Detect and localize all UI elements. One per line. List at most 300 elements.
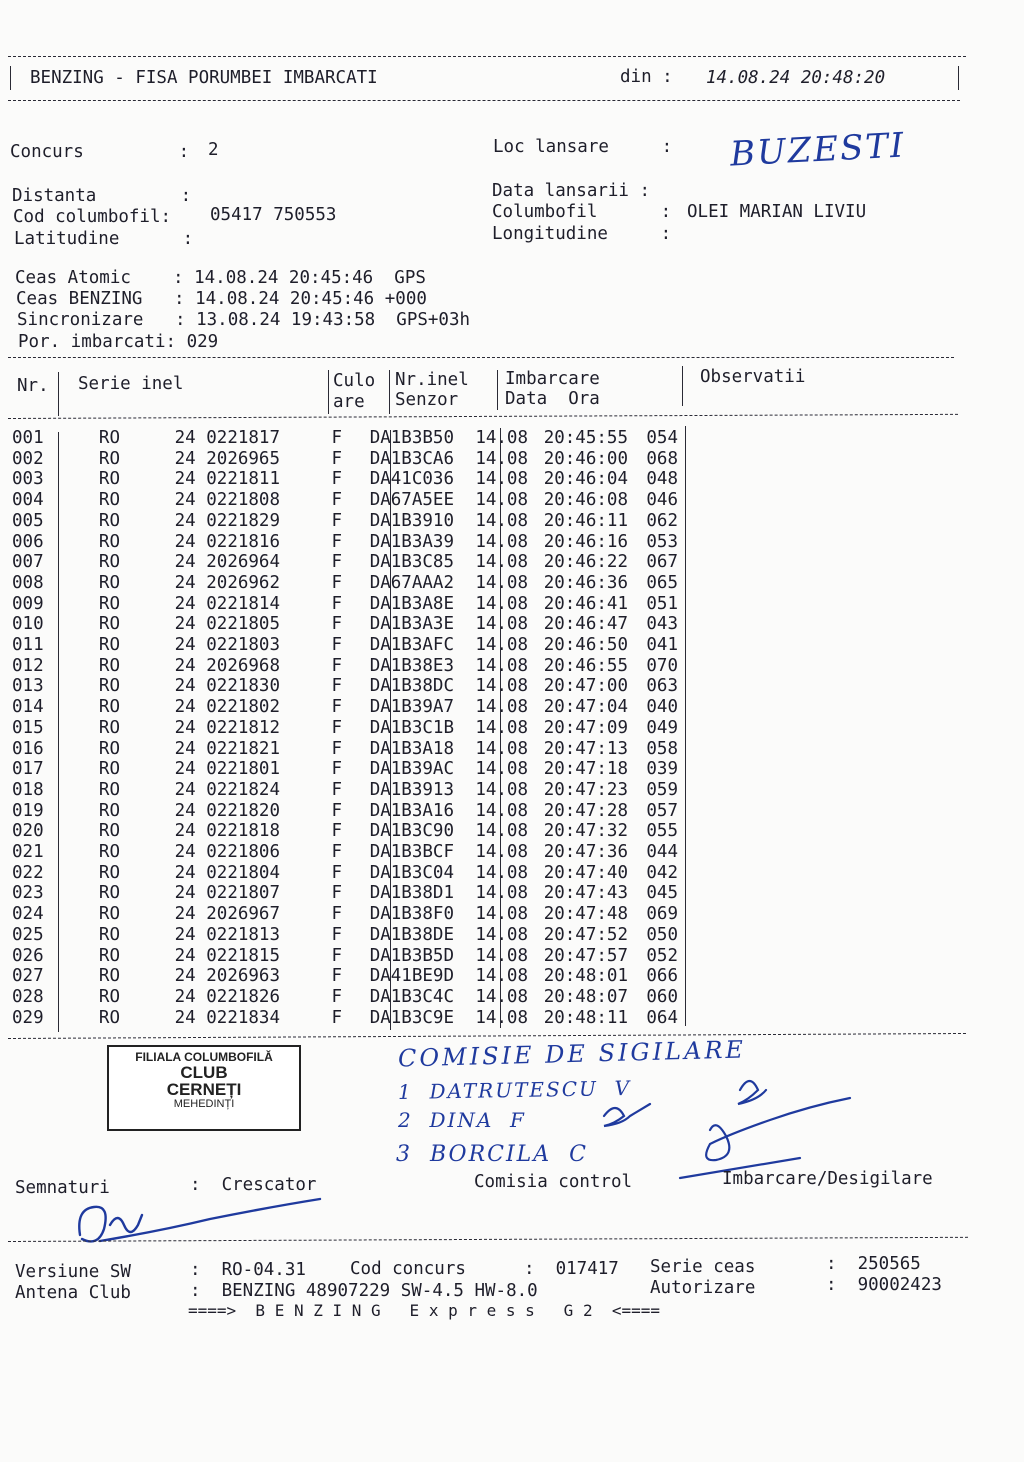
latitudine-label: Latitudine : <box>14 229 194 249</box>
row-observation: 043 <box>646 614 678 635</box>
row-date: 14.08 <box>475 572 528 593</box>
row-country: RO <box>98 717 120 738</box>
row-sensor: DA1B3A39 <box>369 531 454 552</box>
row-nr: 022 <box>12 862 44 883</box>
row-date: 14.08 <box>475 428 528 448</box>
row-time: 20:46:47 <box>543 614 628 635</box>
handwritten-member-3: 3 BORCILA C <box>396 1142 588 1167</box>
row-observation: 067 <box>646 552 678 573</box>
club-stamp <box>107 1045 301 1131</box>
row-nr: 025 <box>12 924 44 945</box>
row-observation: 054 <box>646 428 678 448</box>
col-header-nr: Nr. <box>17 376 49 396</box>
semnaturi-label: Semnaturi <box>15 1178 110 1198</box>
table-row <box>12 594 678 615</box>
table-row <box>12 883 678 904</box>
row-date: 14.08 <box>475 924 528 945</box>
header-right-bar <box>958 66 959 90</box>
row-nr: 005 <box>12 510 44 531</box>
row-date: 14.08 <box>475 986 528 1007</box>
row-time: 20:47:32 <box>543 821 628 842</box>
row-nr: 010 <box>12 614 44 635</box>
table-row <box>12 987 678 1008</box>
row-date: 14.08 <box>475 779 528 800</box>
row-ring-serial: 24 0221815 <box>174 945 280 966</box>
row-date: 14.08 <box>475 1007 528 1028</box>
row-sex: F <box>331 966 342 987</box>
row-observation: 057 <box>646 800 678 821</box>
col-divider-3 <box>389 370 390 414</box>
row-ring-serial: 24 0221821 <box>174 738 280 759</box>
row-nr: 009 <box>12 593 44 614</box>
row-sensor: DA1B39AC <box>369 759 454 780</box>
col-header-culoare-2: are <box>333 392 365 412</box>
row-time: 20:47:43 <box>543 883 628 904</box>
header-left-bar <box>10 66 11 90</box>
row-country: RO <box>98 800 120 821</box>
columbofil-label: Columbofil : <box>492 202 672 222</box>
row-date: 14.08 <box>475 635 528 656</box>
ceas-benzing-line: Ceas BENZING : 14.08.24 20:45:46 +000 <box>16 289 427 309</box>
row-time: 20:46:41 <box>543 593 628 614</box>
row-nr: 026 <box>12 945 44 966</box>
benzing-express-line: ====> B E N Z I N G E x p r e s s G 2 <==== <box>188 1301 661 1320</box>
row-country: RO <box>98 490 120 511</box>
row-time: 20:47:52 <box>543 924 628 945</box>
row-nr: 029 <box>12 1007 44 1028</box>
row-country: RO <box>98 986 120 1007</box>
row-sex: F <box>331 635 342 656</box>
row-nr: 021 <box>12 842 44 863</box>
row-sensor: DA1B3CA6 <box>369 448 454 469</box>
row-country: RO <box>98 945 120 966</box>
col-header-nrinel-2: Senzor <box>395 390 459 410</box>
row-observation: 055 <box>646 821 678 842</box>
row-nr: 004 <box>12 490 44 511</box>
stamp-line-2: CLUB <box>180 1062 228 1082</box>
stamp-line-3: CERNEȚI <box>166 1080 242 1100</box>
row-sex: F <box>331 1007 342 1028</box>
serie-ceas-value: : 250565 <box>826 1254 921 1274</box>
row-time: 20:45:55 <box>543 428 628 448</box>
row-ring-serial: 24 2026968 <box>174 655 280 676</box>
row-sex: F <box>331 779 342 800</box>
row-ring-serial: 24 0221811 <box>174 469 280 490</box>
row-sensor: DA1B3C04 <box>369 862 454 883</box>
row-nr: 003 <box>12 469 44 490</box>
longitudine-label: Longitudine : <box>492 224 672 244</box>
table-header-top-rule <box>8 357 954 358</box>
ceas-atomic-line: Ceas Atomic : 14.08.24 20:45:46 GPS <box>15 268 426 288</box>
col-header-nrinel-1: Nr.inel <box>395 370 469 390</box>
row-time: 20:46:08 <box>543 490 628 511</box>
row-sensor: DA1B3AFC <box>369 635 454 656</box>
row-time: 20:47:40 <box>543 862 628 883</box>
row-observation: 066 <box>646 966 678 987</box>
row-nr: 011 <box>12 635 44 656</box>
row-country: RO <box>98 593 120 614</box>
table-bottom-rule <box>8 1033 966 1039</box>
row-observation: 065 <box>646 572 678 593</box>
serie-ceas-label: Serie ceas <box>650 1257 756 1277</box>
row-sensor: DA1B3913 <box>369 779 454 800</box>
row-date: 14.08 <box>475 842 528 863</box>
row-country: RO <box>98 904 120 925</box>
row-nr: 018 <box>12 779 44 800</box>
row-sex: F <box>331 862 342 883</box>
row-time: 20:47:00 <box>543 676 628 697</box>
row-observation: 046 <box>646 490 678 511</box>
row-sex: F <box>331 469 342 490</box>
col-header-observatii: Observatii <box>700 367 806 387</box>
handwritten-member-2: 2 DINA F <box>398 1108 526 1132</box>
row-sensor: DA1B39A7 <box>369 697 454 718</box>
row-sex: F <box>331 428 342 448</box>
row-ring-serial: 24 2026963 <box>174 966 280 987</box>
row-time: 20:46:04 <box>543 469 628 490</box>
row-sex: F <box>331 552 342 573</box>
row-country: RO <box>98 635 120 656</box>
row-country: RO <box>98 676 120 697</box>
row-date: 14.08 <box>475 676 528 697</box>
row-date: 14.08 <box>475 904 528 925</box>
table-row <box>12 532 678 553</box>
header-top-rule <box>8 56 966 57</box>
row-sensor: DA1B38DC <box>369 676 454 697</box>
row-sex: F <box>331 842 342 863</box>
table-row <box>12 842 678 863</box>
row-ring-serial: 24 2026967 <box>174 904 280 925</box>
data-lansarii-label: Data lansarii : <box>492 181 651 201</box>
col-divider-4 <box>497 370 498 410</box>
row-sensor: DA1B38F0 <box>369 904 454 925</box>
row-sex: F <box>331 531 342 552</box>
table-row <box>12 449 678 470</box>
row-sensor: DA67AAA2 <box>369 572 454 593</box>
row-time: 20:47:28 <box>543 800 628 821</box>
versiune-value: : RO-04.31 <box>190 1260 306 1280</box>
row-time: 20:46:16 <box>543 531 628 552</box>
row-date: 14.08 <box>475 490 528 511</box>
document-title: BENZING - FISA PORUMBEI IMBARCATI <box>30 68 378 88</box>
sincronizare-line: Sincronizare : 13.08.24 19:43:58 GPS+03h <box>17 310 471 330</box>
row-observation: 042 <box>646 862 678 883</box>
row-sensor: DA1B3C1B <box>369 717 454 738</box>
handwritten-comisie: COMISIE DE SIGILARE <box>397 1035 747 1073</box>
table-row <box>12 739 678 760</box>
row-ring-serial: 24 0221826 <box>174 986 280 1007</box>
antena-label: Antena Club <box>15 1283 131 1303</box>
row-nr: 019 <box>12 800 44 821</box>
row-country: RO <box>98 510 120 531</box>
row-sex: F <box>331 697 342 718</box>
row-sex: F <box>331 883 342 904</box>
row-observation: 060 <box>646 986 678 1007</box>
col-header-imbarcare-1: Imbarcare <box>505 369 600 389</box>
row-sensor: DA1B3910 <box>369 510 454 531</box>
cod-concurs-label: Cod concurs <box>350 1259 466 1279</box>
row-sensor: DA1B3A3E <box>369 614 454 635</box>
table-row <box>12 1008 678 1029</box>
row-nr: 012 <box>12 655 44 676</box>
din-value: 14.08.24 20:48:20 <box>706 68 886 88</box>
row-sensor: DA1B3B50 <box>369 428 454 448</box>
table-row <box>12 573 678 594</box>
cod-columbofil-label: Cod columbofil: <box>13 207 172 227</box>
cod-columbofil-value: 05417 750553 <box>210 205 337 225</box>
table-row <box>12 759 678 780</box>
row-ring-serial: 24 0221808 <box>174 490 280 511</box>
row-nr: 014 <box>12 697 44 718</box>
row-sex: F <box>331 448 342 469</box>
autorizare-value: : 90002423 <box>826 1275 942 1295</box>
cod-concurs-value: : 017417 <box>524 1259 619 1279</box>
table-row <box>12 780 678 801</box>
row-observation: 044 <box>646 842 678 863</box>
row-ring-serial: 24 0221829 <box>174 510 280 531</box>
row-ring-serial: 24 0221824 <box>174 779 280 800</box>
row-ring-serial: 24 2026965 <box>174 448 280 469</box>
row-observation: 063 <box>646 676 678 697</box>
row-ring-serial: 24 0221803 <box>174 635 280 656</box>
row-ring-serial: 24 2026964 <box>174 552 280 573</box>
row-sensor: DA41BE9D <box>369 966 454 987</box>
row-sex: F <box>331 676 342 697</box>
row-date: 14.08 <box>475 655 528 676</box>
row-ring-serial: 24 2026962 <box>174 572 280 593</box>
row-date: 14.08 <box>475 800 528 821</box>
row-date: 14.08 <box>475 614 528 635</box>
row-country: RO <box>98 924 120 945</box>
columbofil-value: OLEI MARIAN LIVIU <box>687 202 867 222</box>
row-nr: 027 <box>12 966 44 987</box>
row-time: 20:48:11 <box>543 1007 628 1028</box>
row-ring-serial: 24 0221801 <box>174 759 280 780</box>
row-sex: F <box>331 738 342 759</box>
row-country: RO <box>98 862 120 883</box>
row-time: 20:47:18 <box>543 759 628 780</box>
row-ring-serial: 24 0221807 <box>174 883 280 904</box>
row-observation: 053 <box>646 531 678 552</box>
row-country: RO <box>98 572 120 593</box>
row-nr: 016 <box>12 738 44 759</box>
row-country: RO <box>98 1007 120 1028</box>
row-country: RO <box>98 697 120 718</box>
row-observation: 052 <box>646 945 678 966</box>
row-nr: 008 <box>12 572 44 593</box>
table-row <box>12 469 678 490</box>
row-time: 20:47:23 <box>543 779 628 800</box>
row-observation: 062 <box>646 510 678 531</box>
row-sex: F <box>331 510 342 531</box>
row-sex: F <box>331 614 342 635</box>
row-country: RO <box>98 552 120 573</box>
body-divider-nr <box>58 432 59 1032</box>
row-sex: F <box>331 904 342 925</box>
row-time: 20:47:04 <box>543 697 628 718</box>
row-nr: 028 <box>12 986 44 1007</box>
row-country: RO <box>98 759 120 780</box>
row-sensor: DA1B3A8E <box>369 593 454 614</box>
pigeon-table-body <box>12 428 678 1028</box>
row-nr: 013 <box>12 676 44 697</box>
table-row <box>12 697 678 718</box>
row-sex: F <box>331 655 342 676</box>
row-country: RO <box>98 883 120 904</box>
col-header-serie: Serie inel <box>78 374 184 394</box>
row-date: 14.08 <box>475 552 528 573</box>
row-date: 14.08 <box>475 531 528 552</box>
row-observation: 058 <box>646 738 678 759</box>
row-observation: 040 <box>646 697 678 718</box>
row-country: RO <box>98 614 120 635</box>
autorizare-label: Autorizare <box>650 1278 756 1298</box>
col-header-imbarcare-2: Data Ora <box>505 389 600 409</box>
row-sensor: DA1B3BCF <box>369 842 454 863</box>
row-observation: 059 <box>646 779 678 800</box>
row-sensor: DA1B3C85 <box>369 552 454 573</box>
row-nr: 020 <box>12 821 44 842</box>
col-divider-5 <box>682 366 683 406</box>
table-row <box>12 863 678 884</box>
col-divider-1 <box>58 372 59 416</box>
row-country: RO <box>98 842 120 863</box>
row-time: 20:47:57 <box>543 945 628 966</box>
table-row <box>12 718 678 739</box>
row-time: 20:46:11 <box>543 510 628 531</box>
loc-lansare-label: Loc lansare : <box>493 137 673 157</box>
row-observation: 049 <box>646 717 678 738</box>
row-observation: 069 <box>646 904 678 925</box>
row-date: 14.08 <box>475 883 528 904</box>
row-date: 14.08 <box>475 966 528 987</box>
row-observation: 064 <box>646 1007 678 1028</box>
body-divider-obs <box>685 426 686 1026</box>
table-row <box>12 946 678 967</box>
table-row <box>12 511 678 532</box>
row-sex: F <box>331 821 342 842</box>
row-date: 14.08 <box>475 448 528 469</box>
row-nr: 002 <box>12 448 44 469</box>
row-ring-serial: 24 0221806 <box>174 842 280 863</box>
row-time: 20:46:22 <box>543 552 628 573</box>
row-country: RO <box>98 531 120 552</box>
row-observation: 048 <box>646 469 678 490</box>
row-sensor: DA1B38E3 <box>369 655 454 676</box>
row-sex: F <box>331 490 342 511</box>
table-row <box>12 656 678 677</box>
antena-value: : BENZING 48907229 SW-4.5 HW-8.0 <box>190 1281 538 1301</box>
porumbei-imbarcati-line: Por. imbarcati: 029 <box>18 332 219 352</box>
row-nr: 006 <box>12 531 44 552</box>
pigeon-table <box>12 428 678 1028</box>
table-header-bottom-rule <box>8 414 958 419</box>
table-row <box>12 801 678 822</box>
row-date: 14.08 <box>475 697 528 718</box>
row-sex: F <box>331 572 342 593</box>
row-sensor: DA67A5EE <box>369 490 454 511</box>
table-row <box>12 925 678 946</box>
row-sex: F <box>331 986 342 1007</box>
handwritten-member-1: 1 DATRUTESCU V <box>397 1075 632 1105</box>
row-sex: F <box>331 800 342 821</box>
row-nr: 015 <box>12 717 44 738</box>
table-row <box>12 490 678 511</box>
table-row <box>12 635 678 656</box>
row-sex: F <box>331 759 342 780</box>
row-sensor: DA1B3A18 <box>369 738 454 759</box>
row-sensor: DA1B3C4C <box>369 986 454 1007</box>
row-sensor: DA41C036 <box>369 469 454 490</box>
row-ring-serial: 24 0221812 <box>174 717 280 738</box>
row-observation: 068 <box>646 448 678 469</box>
table-row <box>12 428 678 449</box>
row-time: 20:47:13 <box>543 738 628 759</box>
stamp-line-1: FILIALA COLUMBOFILĂ <box>135 1050 273 1064</box>
row-ring-serial: 24 0221813 <box>174 924 280 945</box>
row-observation: 045 <box>646 883 678 904</box>
header-bottom-rule <box>8 100 960 101</box>
row-ring-serial: 24 0221814 <box>174 593 280 614</box>
row-sensor: DA1B3A16 <box>369 800 454 821</box>
row-time: 20:47:36 <box>543 842 628 863</box>
row-ring-serial: 24 0221802 <box>174 697 280 718</box>
row-date: 14.08 <box>475 469 528 490</box>
row-time: 20:46:00 <box>543 448 628 469</box>
row-ring-serial: 24 0221817 <box>174 428 280 448</box>
imbarcare-desigilare-label: Imbarcare/Desigilare <box>722 1169 933 1189</box>
row-sex: F <box>331 717 342 738</box>
crescator-label: : Crescator <box>190 1175 317 1195</box>
row-sensor: DA1B3B5D <box>369 945 454 966</box>
row-date: 14.08 <box>475 945 528 966</box>
row-country: RO <box>98 966 120 987</box>
row-date: 14.08 <box>475 862 528 883</box>
row-ring-serial: 24 0221834 <box>174 1007 280 1028</box>
comisia-control-label: Comisia control <box>474 1172 633 1192</box>
row-date: 14.08 <box>475 593 528 614</box>
row-ring-serial: 24 0221816 <box>174 531 280 552</box>
row-sensor: DA1B3C90 <box>369 821 454 842</box>
row-time: 20:48:01 <box>543 966 628 987</box>
row-nr: 001 <box>12 428 44 448</box>
loc-lansare-handwritten: BUZESTI <box>729 125 907 175</box>
row-country: RO <box>98 448 120 469</box>
col-divider-2 <box>328 370 329 414</box>
stamp-line-4: MEHEDINȚI <box>173 1098 235 1111</box>
row-sensor: DA1B38DE <box>369 924 454 945</box>
row-ring-serial: 24 0221805 <box>174 614 280 635</box>
row-nr: 007 <box>12 552 44 573</box>
row-time: 20:46:50 <box>543 635 628 656</box>
row-country: RO <box>98 738 120 759</box>
row-sex: F <box>331 593 342 614</box>
row-ring-serial: 24 0221830 <box>174 676 280 697</box>
row-observation: 039 <box>646 759 678 780</box>
row-nr: 023 <box>12 883 44 904</box>
row-date: 14.08 <box>475 821 528 842</box>
din-label: din : <box>620 67 673 87</box>
row-ring-serial: 24 0221818 <box>174 821 280 842</box>
row-nr: 017 <box>12 759 44 780</box>
row-country: RO <box>98 821 120 842</box>
row-time: 20:48:07 <box>543 986 628 1007</box>
row-sex: F <box>331 924 342 945</box>
row-time: 20:46:36 <box>543 572 628 593</box>
row-ring-serial: 24 0221820 <box>174 800 280 821</box>
row-ring-serial: 24 0221804 <box>174 862 280 883</box>
table-row <box>12 614 678 635</box>
